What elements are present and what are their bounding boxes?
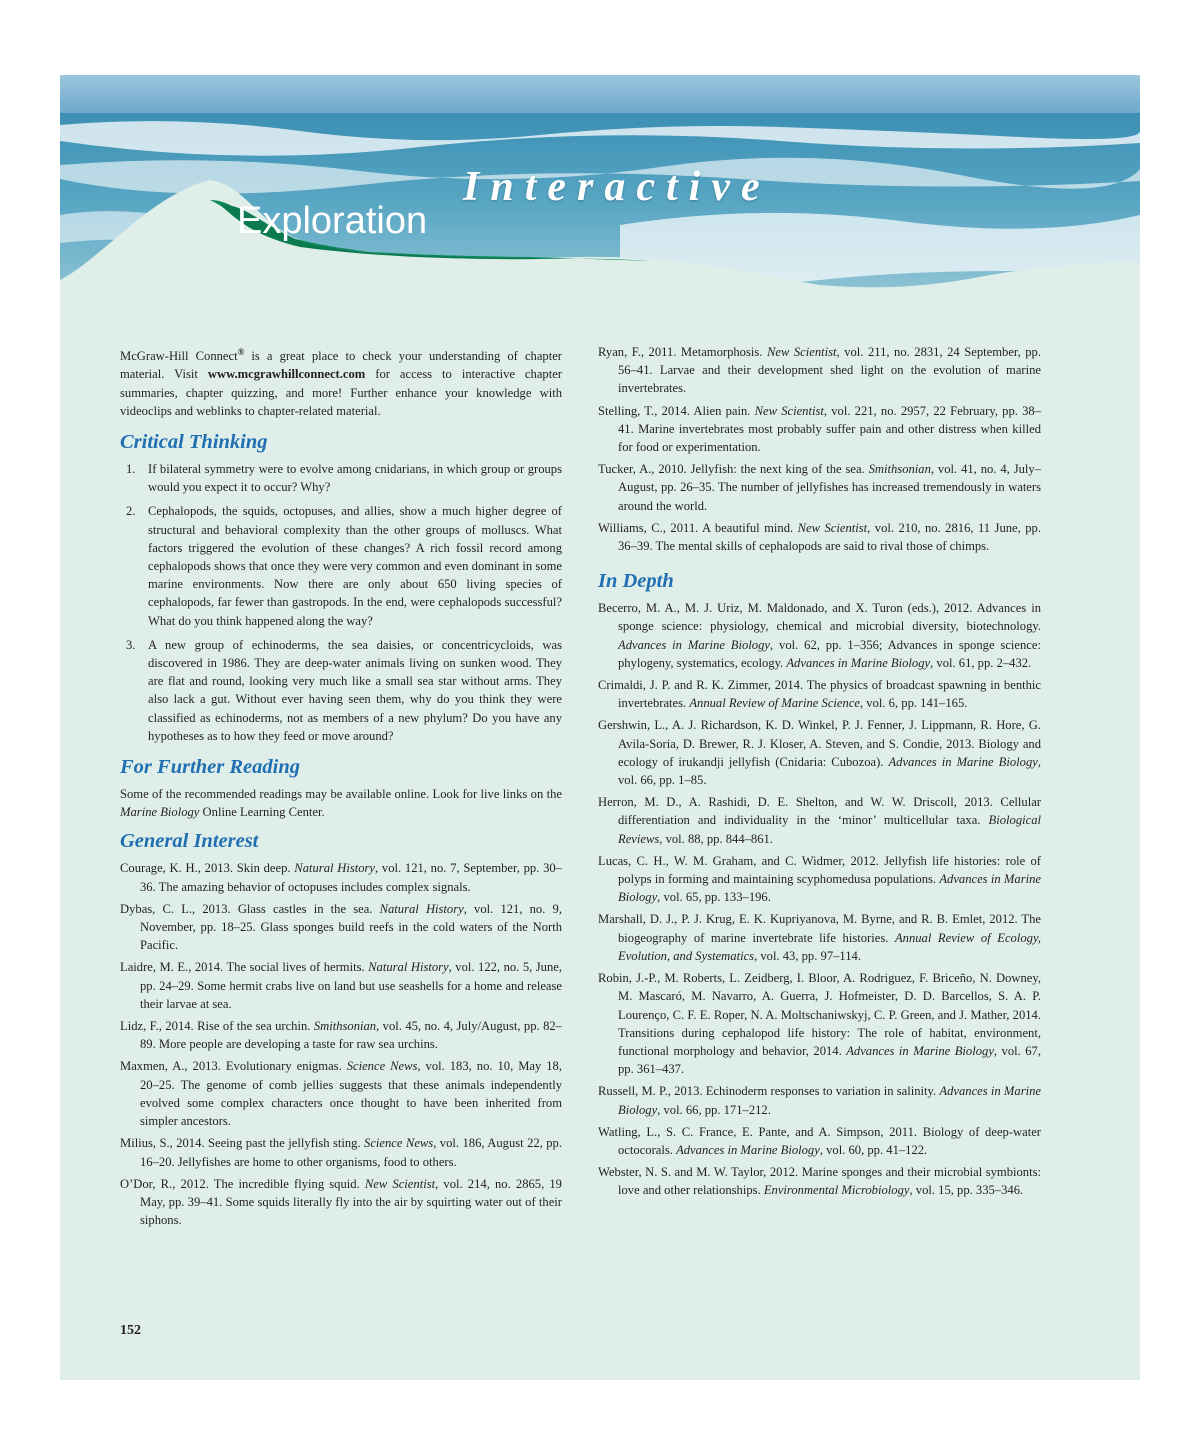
connect-url-link[interactable]: www.mcgrawhillconnect.com — [207, 367, 366, 382]
further-reading-note: Some of the recommended readings may be available online. Look for live links on the Marine Biology Online Learning Center. — [120, 787, 562, 820]
reference-item: Ryan, F., 2011. Metamorphosis. New Scientist, vol. 211, no. 2831, 24 September, pp. 56–41. Larvae and their development shed light on the evolution of marine invertebrates. — [598, 345, 1041, 396]
critical-thinking-list — [120, 460, 562, 745]
further-reading-heading: For Further Reading — [120, 756, 300, 779]
intro-paragraph: McGraw-Hill Connect® is a great place to check your understanding of chapter material. Visit www.mcgrawhillconnect.com for access to interactive chapter summaries, chapter quizzing, and more! Further enhance your knowledge with videoclips and weblinks to chapter-related material. — [120, 347, 562, 418]
left-column — [120, 343, 562, 1233]
connect-brand: McGraw-Hill Connect — [120, 349, 238, 364]
reference-item: Stelling, T., 2014. Alien pain. New Scientist, vol. 221, no. 2957, 22 February, pp. 38–41. Marine invertebrates most probably suffer pain and other distress when killed for food or experimentation. — [598, 403, 1041, 455]
critical-thinking-heading: Critical Thinking — [120, 431, 268, 453]
reference-item: O’Dor, R., 2012. The incredible flying squid. New Scientist, vol. 214, no. 2865, 19 May, pp. 39–41. Some squids literally fly into the air by squirting water out of their siphons. — [120, 1176, 562, 1228]
ocean-banner — [60, 75, 1140, 337]
reference-item: Russell, M. P., 2013. Echinoderm responses to variation in salinity. Advances in Marine Biology, vol. 66, pp. 171–212. — [598, 1084, 1041, 1117]
in-depth-list — [598, 599, 1041, 1199]
reference-item: Robin, J.-P., M. Roberts, L. Zeidberg, I. Bloor, A. Rodriguez, F. Briceño, N. Downey, M. Mascaró, M. Navarro, A. Guerra, J. Hofmeister, D. D. Barcellos, S. A. P. Lourenço, C. F. E. Roper, N. A. Moltschaniwskyj, C. P. Green, and J. Mather, 2014. Transitions during cephalopod life history: The role of habitat, environment, functional morphology and behavior, 2014. Advances in Marine Biology, vol. 67, pp. 361–437. — [598, 971, 1041, 1077]
page — [60, 75, 1140, 1380]
reference-item: Webster, N. S. and M. W. Taylor, 2012. Marine sponges and their microbial symbionts: love and other relationships. Environmental Microbiology, vol. 15, pp. 335–346. — [598, 1165, 1041, 1198]
reference-item: Courage, K. H., 2013. Skin deep. Natural History, vol. 121, no. 7, September, pp. 30–36. The amazing behavior of octopuses includes complex signals. — [120, 861, 562, 894]
question-item: 2. Cephalopods, the squids, octopuses, and allies, show a much higher degree of structural and behavioral complexity than the other groups of molluscs. What factors triggered the evolution of these changes? A rich fossil record among cephalopods shows that once they were very common and even dominant in some marine environments. Now there are only about 650 living species of cephalopods, far fewer than gastropods. In the end, were cephalopods successful? What do you think happened along the way? — [126, 504, 562, 628]
reference-item: Milius, S., 2014. Seeing past the jellyfish sting. Science News, vol. 186, August 22, pp. 16–20. Jellyfishes are home to other organisms, food to others. — [120, 1136, 562, 1169]
in-depth-heading: In Depth — [598, 570, 674, 593]
reference-item: Dybas, C. L., 2013. Glass castles in the sea. Natural History, vol. 121, no. 9, November, pp. 18–25. Glass sponges build reefs in the cold waters of the North Pacific. — [120, 901, 562, 953]
general-interest-list-continued — [598, 343, 1041, 555]
reference-item: Maxmen, A., 2013. Evolutionary enigmas. Science News, vol. 183, no. 10, May 18, 20–25. The genome of comb jellies suggests that these animals independently evolved some complex characters once thought to have been inherited from simpler ancestors. — [120, 1059, 563, 1129]
reference-item: Herron, M. D., A. Rashidi, D. E. Shelton, and W. W. Driscoll, 2013. Cellular differentiation and individuality in the ‘minor’ multicellular taxa. Biological Reviews, vol. 88, pp. 844–861. — [598, 795, 1041, 846]
question-item: 3. A new group of echinoderms, the sea daisies, or concentricycloids, was discovered in 1986. They are deep-water animals living on sunken wood. They are flat and round, looking very much like a small sea star without arms. They also lack a gut. Without ever having seen them, why do you think they were classified as echinoderms, not as members of a new phylum? Do you have any hypotheses as to how they feed or move around? — [126, 637, 562, 743]
banner-title-exploration: Exploration — [237, 200, 428, 242]
reference-item: Lidz, F., 2014. Rise of the sea urchin. Smithsonian, vol. 45, no. 4, July/August, pp. 82–89. More people are developing a taste for raw sea urchins. — [120, 1019, 562, 1052]
general-interest-list — [120, 859, 562, 1229]
banner-title-interactive: Interactive — [463, 164, 771, 210]
reference-item: Marshall, D. J., P. J. Krug, E. K. Kupriyanova, M. Byrne, and R. B. Emlet, 2012. The biogeography of marine invertebrate life histories. Annual Review of Ecology, Evolution, and Systematics, vol. 43, pp. 97–114. — [598, 912, 1041, 963]
reference-item: Crimaldi, J. P. and R. K. Zimmer, 2014. The physics of broadcast spawning in benthic invertebrates. Annual Review of Marine Science, vol. 6, pp. 141–165. — [598, 678, 1041, 711]
reference-item: Williams, C., 2011. A beautiful mind. New Scientist, vol. 210, no. 2816, 11 June, pp. 36–39. The mental skills of cephalopods are said to rival those of chimps. — [598, 520, 1041, 554]
right-column — [598, 343, 1041, 1204]
reference-item: Becerro, M. A., M. J. Uriz, M. Maldonado, and X. Turon (eds.), 2012. Advances in sponge science: physiology, chemical and microbial diversity, biotechnology. Advances in Marine Biology, vol. 62, pp. 1–356; Advances in sponge science: phylogeny, systematics, ecology. Advances in Marine Biology, vol. 61, pp. 2–432. — [598, 601, 1041, 670]
page-number: 152 — [120, 1323, 141, 1338]
reference-item: Gershwin, L., A. J. Richardson, K. D. Winkel, P. J. Fenner, J. Lippmann, R. Hore, G. Avila-Soria, D. Brewer, R. J. Kloser, A. Steven, and S. Condie, 2013. Biology and ecology of irukandji jellyfish (Cnidaria: Cubozoa). Advances in Marine Biology, vol. 66, pp. 1–85. — [598, 718, 1041, 788]
registered-mark: ® — [237, 347, 245, 357]
question-item: 1. If bilateral symmetry were to evolve among cnidarians, in which group or groups would you expect it to occur? Why? — [126, 462, 562, 495]
general-interest-heading: General Interest — [120, 830, 259, 853]
reference-item: Lucas, C. H., W. M. Graham, and C. Widmer, 2012. Jellyfish life histories: role of polyps in forming and maintaining scyphomedusa populations. Advances in Marine Biology, vol. 65, pp. 133–196. — [598, 853, 1042, 905]
reference-item: Tucker, A., 2010. Jellyfish: the next king of the sea. Smithsonian, vol. 41, no. 4, July–August, pp. 26–35. The number of jellyfishes has increased tremendously in waters around the world. — [598, 462, 1041, 513]
reference-item: Laidre, M. E., 2014. The social lives of hermits. Natural History, vol. 122, no. 5, June, pp. 24–29. Some hermit crabs live on land but use seashells for a home and release their larvae at sea. — [120, 960, 563, 1011]
reference-item: Watling, L., S. C. France, E. Pante, and A. Simpson, 2011. Biology of deep-water octocorals. Advances in Marine Biology, vol. 60, pp. 41–122. — [598, 1124, 1041, 1157]
